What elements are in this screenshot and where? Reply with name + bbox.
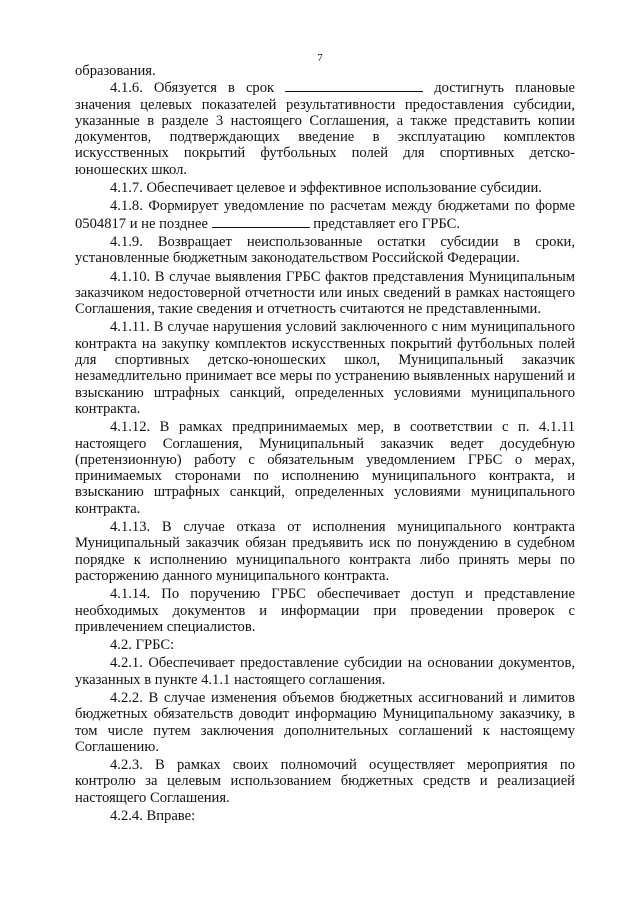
- section-heading-4-2: 4.2. ГРБС:: [110, 637, 175, 654]
- paragraph-4-1-6-start: 4.1.6. Обязуется в срок: [110, 80, 286, 97]
- paragraph-4-1-9: 4.1.9. Возвращает неиспользованные остатки субсидии в сроки, установленные бюджетным законодательством Российской Федерации.: [75, 233, 575, 267]
- blank-deadline-field: [285, 79, 423, 92]
- paragraph-4-2-2: 4.2.2. В случае изменения объемов бюджетных ассигнований и лимитов бюджетных обязательств доводит информацию Муниципальному заказчику, в том числе путем заключения дополнительных соглашений к настоящему Соглашению.: [75, 689, 575, 755]
- paragraph-4-1-6: [75, 79, 575, 178]
- paragraph-continuation: образования.: [75, 63, 156, 79]
- paragraph-4-1-7: 4.1.7. Обеспечивает целевое и эффективное использование субсидии.: [110, 180, 542, 197]
- paragraph-4-1-12: 4.1.12. В рамках предпринимаемых мер, в соответствии с п. 4.1.11 настоящего Соглашения, Муниципальный заказчик ведет досудебную (претензионную) работу с обязательным уведомлением ГРБС о мерах, принимаемых сторонами по исполнению муниципального контракта, и взысканию штрафных санкций, определенных условиями муниципального контракта.: [75, 419, 575, 517]
- paragraph-4-1-11: 4.1.11. В случае нарушения условий заключенного с ним муниципального контракта на закупку комплектов искусственных покрытий футбольных полей для спортивных детско-юношеских школ, Муниципальный заказчик незамедлительно принимает все меры по устранению выявленных нарушений и взысканию штрафных санкций, определенных условиями муниципального контракта.: [75, 319, 575, 417]
- page-number: 7: [317, 52, 323, 64]
- paragraph-4-1-8-end: представляет его ГРБС.: [309, 215, 461, 232]
- paragraph-4-1-10: 4.1.10. В случае выявления ГРБС фактов представления Муниципальным заказчиком недостоверной отчетности или иных сведений в рамках настоящего Соглашения, такие сведения и отчетность считаются не представленными.: [75, 268, 575, 318]
- paragraph-4-1-13: 4.1.13. В случае отказа от исполнения муниципального контракта Муниципальный заказчик обязан предъявить иск по понуждению в судебном порядке к исполнению муниципального контракта либо принять меры по расторжению данного муниципального контракта.: [75, 519, 575, 584]
- paragraph-4-1-14: 4.1.14. По поручению ГРБС обеспечивает доступ и представление необходимых документов и информации при проведении проверок с привлечением специалистов.: [75, 586, 575, 635]
- paragraph-4-1-8: [75, 198, 575, 232]
- paragraph-4-1-6-end: достигнуть плановые значения целевых показателей результативности предоставления субсидии, указанные в разделе 3 настоящего Соглашения, а также представить копии документов, подтверждающих введение в эксплуатацию комплектов искусственных покрытий футбольных полей для спортивных детско-юношеских школ.: [75, 80, 575, 178]
- paragraph-4-2-4: 4.2.4. Вправе:: [110, 808, 196, 825]
- paragraph-4-1-8-start: 4.1.8. Формирует уведомление по расчетам между бюджетами по форме 0504817 и не позднее: [75, 198, 575, 232]
- document-body: [75, 63, 575, 824]
- paragraph-4-2-1: 4.2.1. Обеспечивает предоставление субсидии на основании документов, указанных в пункте 4.1.1 настоящего соглашения.: [75, 655, 575, 688]
- blank-date-field: [212, 215, 310, 228]
- paragraph-4-2-3: 4.2.3. В рамках своих полномочий осуществляет мероприятия по контролю за целевым использованием бюджетных средств и реализацией настоящего Соглашения.: [75, 757, 575, 806]
